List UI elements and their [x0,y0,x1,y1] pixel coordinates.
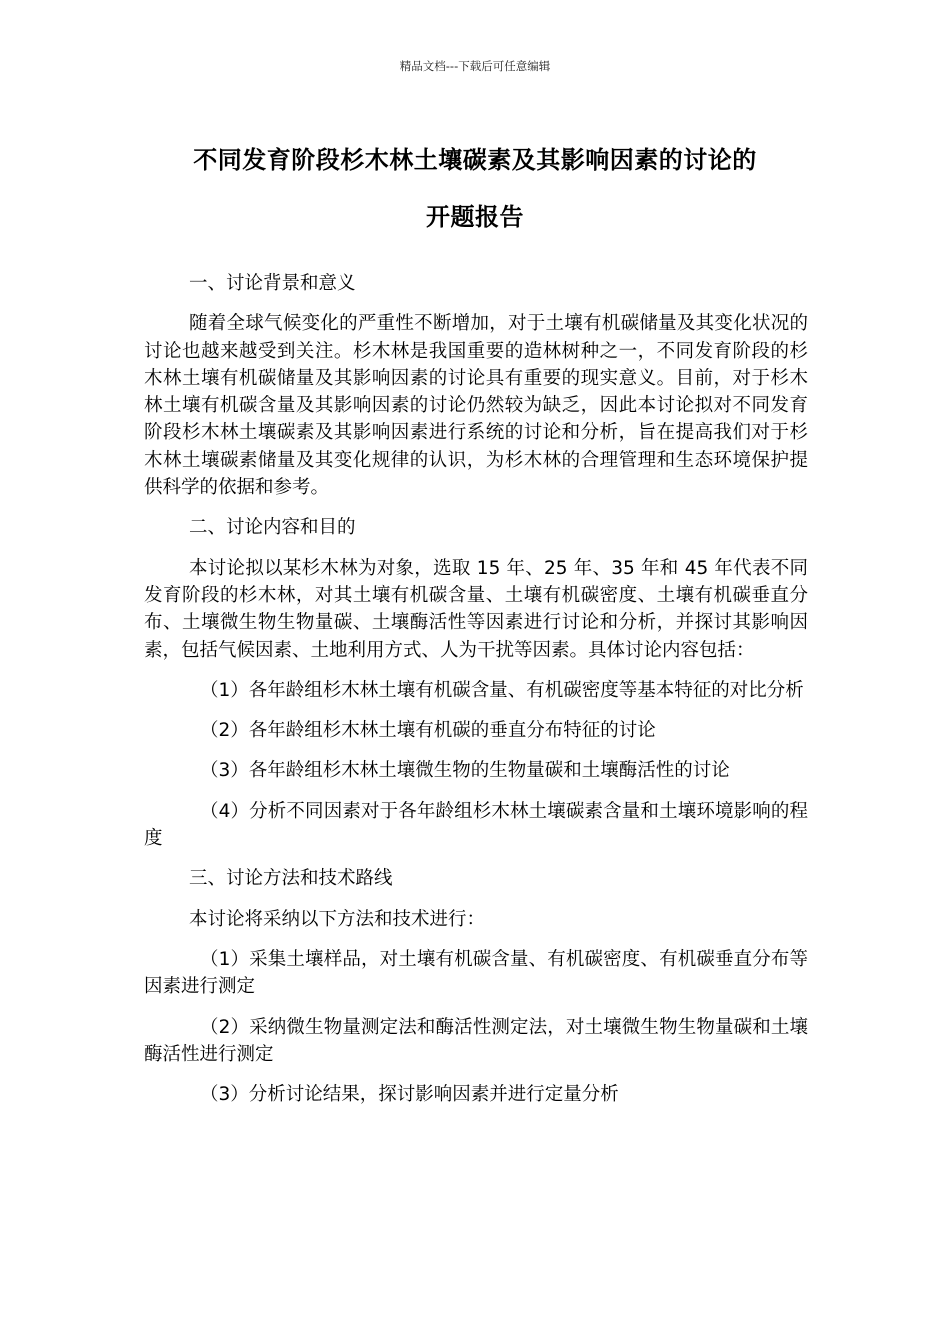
document-body [144,270,808,1121]
section-2-item: （3）各年龄组杉木林土壤微生物的生物量碳和土壤酶活性的讨论 [200,760,730,782]
section-2-paragraph: 本讨论拟以某杉木林为对象，选取 15 年、25 年、35 年和 45 年代表不同发育阶段的杉木林，对其土壤有机碳含量、土壤有机碳密度、土壤有机碳垂直分布、土壤微生物生物量碳、土壤酶活性等因素进行讨论和分析，并探讨其影响因素，包括气候因素、土地利用方式、人为干扰等因素。具体讨论内容包括： [144,557,808,661]
section-3-heading: 三、讨论方法和技术路线 [189,868,393,890]
section-2-heading: 二、讨论内容和目的 [189,517,356,539]
section-3-item: （2）采纳微生物量测定法和酶活性测定法，对土壤微生物生物量碳和土壤酶活性进行测定 [144,1016,808,1065]
section-2-item: （4）分析不同因素对于各年龄组杉木林土壤碳素含量和土壤环境影响的程度 [144,800,808,850]
document-title-line-2: 开题报告 [426,203,524,231]
document-title-line-1: 不同发育阶段杉木林土壤碳素及其影响因素的讨论的 [193,146,757,174]
section-2-item: （1）各年龄组杉木林土壤有机碳含量、有机碳密度等基本特征的对比分析 [200,679,804,701]
section-3-paragraph: 本讨论将采纳以下方法和技术进行： [189,908,486,930]
section-3-item: （1）采集土壤样品，对土壤有机碳含量、有机碳密度、有机碳垂直分布等因素进行测定 [144,948,808,998]
header-note: 精品文档---下载后可任意编辑 [399,59,551,73]
section-1-heading: 一、讨论背景和意义 [189,273,356,294]
section-3-item: （3）分析讨论结果，探讨影响因素并进行定量分析 [200,1084,619,1106]
section-1-paragraph: 随着全球气候变化的严重性不断增加，对于土壤有机碳储量及其变化状况的讨论也越来越受到关注。杉木林是我国重要的造林树种之一，不同发育阶段的杉木林土壤有机碳储量及其影响因素的讨论具有重要的现实意义。目前，对于杉木林土壤有机碳含量及其影响因素的讨论仍然较为缺乏，因此本讨论拟对不同发育阶段杉木林土壤碳素及其影响因素进行系统的讨论和分析，旨在提高我们对于杉木林土壤碳素储量及其变化规律的认识，为杉木林的合理管理和生态环境保护提供科学的依据和参考。 [144,313,808,499]
section-2-item: （2）各年龄组杉木林土壤有机碳的垂直分布特征的讨论 [200,720,656,742]
